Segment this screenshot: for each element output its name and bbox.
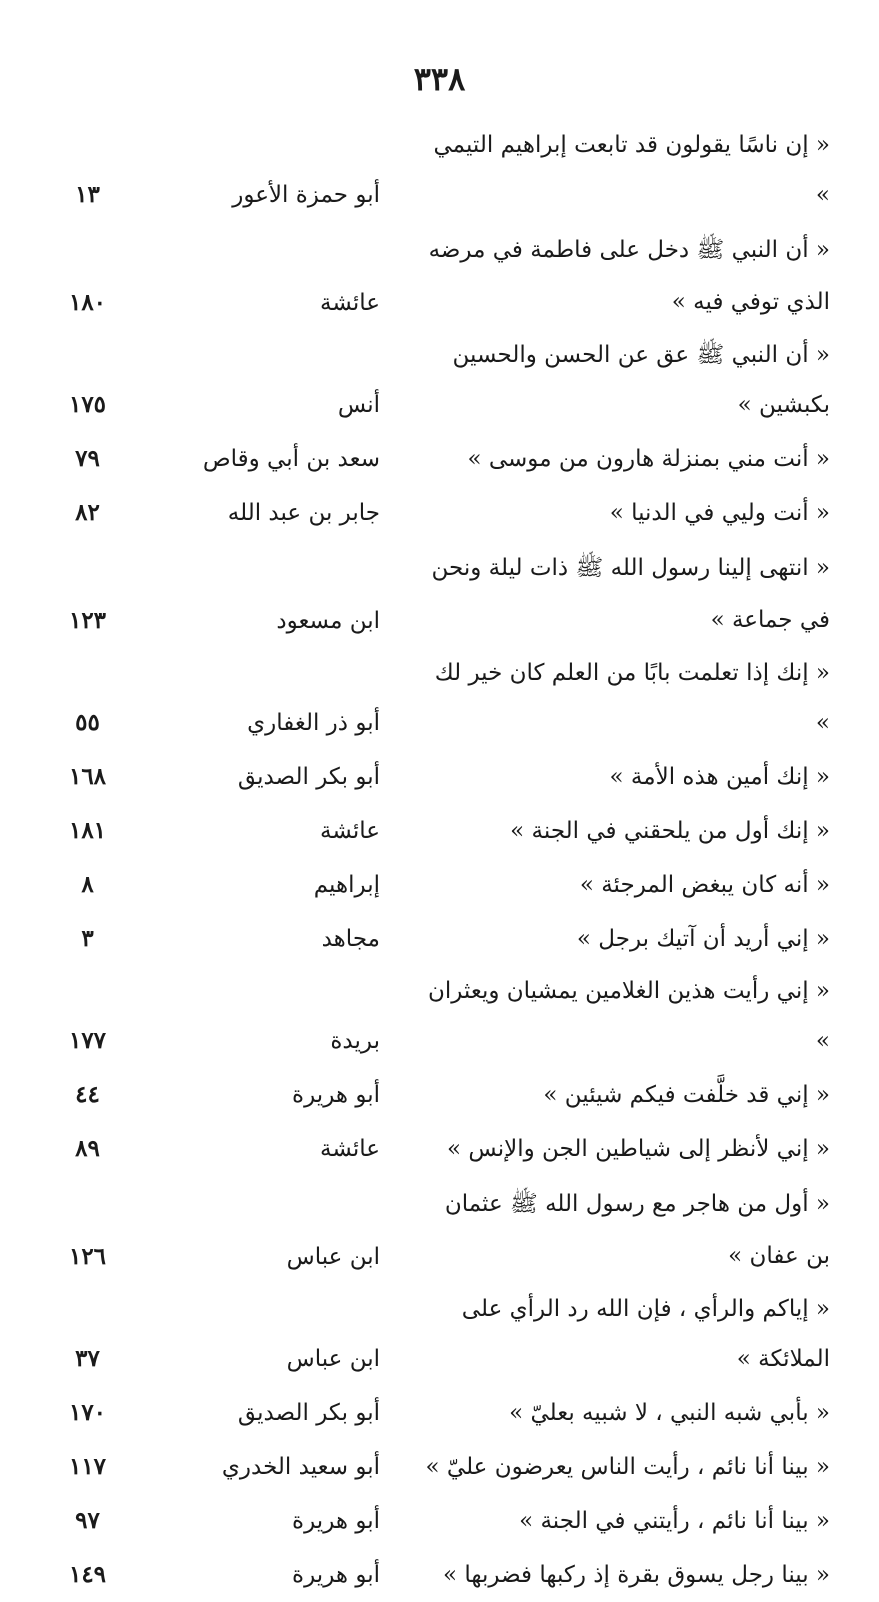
hadith-text: « بينا أنا نائم ، رأيت الناس يعرضون عليّ » [425, 1454, 830, 1480]
narrator-name: أبو هريرة [292, 1508, 380, 1534]
page-reference: ١٢٦ [68, 1243, 107, 1270]
page-reference: ٨٢ [75, 499, 100, 526]
index-entry [40, 330, 830, 432]
narrator-name: سعد بن أبي وقاص [202, 446, 380, 472]
narrator-name: أبو سعيد الخدري [221, 1454, 380, 1480]
narrator-name: إبراهيم [313, 872, 380, 898]
narrator-name: ابن عباس [286, 1244, 380, 1270]
narrator-name: أبو ذر الغفاري [247, 710, 380, 736]
hadith-text: « إني أريد أن آتيك برجل » [576, 926, 830, 952]
hadith-text: « إني لأنظر إلى شياطين الجن والإنس » [447, 1136, 830, 1162]
index-entry [40, 486, 830, 540]
index-entry [40, 432, 830, 486]
index-entry [40, 648, 830, 750]
page-reference: ١٧٥ [68, 391, 107, 418]
page-reference: ٨٩ [75, 1135, 100, 1162]
index-entry [40, 1386, 830, 1440]
hadith-text: « إنك أول من يلحقني في الجنة » [510, 818, 830, 844]
hadith-text: « أول من هاجر مع رسول الله ﷺ عثمان بن عفان » [444, 1191, 830, 1269]
hadith-text: « أنت مني بمنزلة هارون من موسى » [467, 446, 830, 472]
page-number: ٣٣٨ [413, 60, 466, 98]
narrator-name: أبو هريرة [292, 1082, 380, 1108]
hadith-text: « إنك أمين هذه الأمة » [609, 764, 830, 790]
page-reference: ٤٤ [75, 1081, 100, 1108]
narrator-name: عائشة [320, 818, 380, 844]
index-entry [40, 1440, 830, 1494]
page-reference: ٣٧ [75, 1345, 100, 1372]
index-entry [40, 1494, 830, 1548]
narrator-name: عائشة [320, 1136, 380, 1162]
index-entry [40, 540, 830, 648]
narrator-name: أنس [337, 392, 380, 418]
page-reference: ١٦٨ [68, 763, 107, 790]
hadith-text: « أن النبي ﷺ عق عن الحسن والحسين بكبشين » [452, 342, 830, 418]
index-entry [40, 1284, 830, 1386]
index-entry [40, 858, 830, 912]
index-entry [40, 1068, 830, 1122]
index-entry [40, 912, 830, 966]
narrator-name: مجاهد [321, 926, 380, 952]
hadith-text: « بينا رجل يسوق بقرة إذ ركبها فضربها » [443, 1562, 830, 1588]
page-reference: ٩٧ [75, 1507, 100, 1534]
hadith-text: « بأبي شبه النبي ، لا شبيه بعليّ » [509, 1400, 830, 1426]
index-entry [40, 1122, 830, 1176]
page-reference: ٣ [81, 925, 94, 952]
page-reference: ١٨١ [68, 817, 107, 844]
narrator-name: ابن مسعود [276, 608, 380, 634]
hadith-text: « أنت وليي في الدنيا » [609, 500, 830, 526]
page-reference: ١١٧ [68, 1453, 107, 1480]
hadith-text: « أنه كان يبغض المرجئة » [579, 872, 830, 898]
narrator-name: أبو بكر الصديق [237, 764, 380, 790]
narrator-name: أبو بكر الصديق [237, 1400, 380, 1426]
page-reference: ١٨٠ [68, 289, 107, 316]
narrator-name: جابر بن عبد الله [227, 500, 380, 526]
index-entry [40, 1176, 830, 1284]
index-entry [40, 1548, 830, 1602]
page-reference: ١٤٩ [68, 1561, 107, 1588]
index-entry [40, 750, 830, 804]
hadith-text: « بينا أنا نائم ، رأيتني في الجنة » [519, 1508, 830, 1534]
hadith-text: « إني قد خلَّفت فيكم شيئين » [543, 1082, 830, 1108]
narrator-name: ابن عباس [286, 1346, 380, 1372]
index-entry [40, 120, 830, 222]
page-reference: ٨ [81, 871, 94, 898]
page-reference: ١٢٣ [68, 607, 107, 634]
hadith-text: « إن ناسًا يقولون قد تابعت إبراهيم التيمي » [433, 132, 830, 208]
narrator-name: أبو هريرة [292, 1562, 380, 1588]
page-reference: ١٧٠ [68, 1399, 107, 1426]
page-reference: ٥٥ [75, 709, 100, 736]
index-entry [40, 966, 830, 1068]
narrator-name: أبو حمزة الأعور [232, 182, 380, 208]
narrator-name: عائشة [320, 290, 380, 316]
page-reference: ٧٩ [75, 445, 100, 472]
page-reference: ١٧٧ [68, 1027, 107, 1054]
narrator-name: بريدة [330, 1028, 380, 1054]
hadith-text: « إنك إذا تعلمت بابًا من العلم كان خير لك » [434, 660, 830, 736]
hadith-text: « إني رأيت هذين الغلامين يمشيان ويعثران » [427, 978, 830, 1054]
hadith-index-list [40, 120, 830, 1602]
hadith-text: « أن النبي ﷺ دخل على فاطمة في مرضه الذي توفي فيه » [428, 237, 830, 315]
page-reference: ١٣ [75, 181, 100, 208]
hadith-text: « انتهى إلينا رسول الله ﷺ ذات ليلة ونحن في جماعة » [431, 555, 830, 633]
index-entry [40, 222, 830, 330]
index-entry [40, 804, 830, 858]
hadith-text: « إياكم والرأي ، فإن الله رد الرأي على الملائكة » [461, 1296, 830, 1372]
